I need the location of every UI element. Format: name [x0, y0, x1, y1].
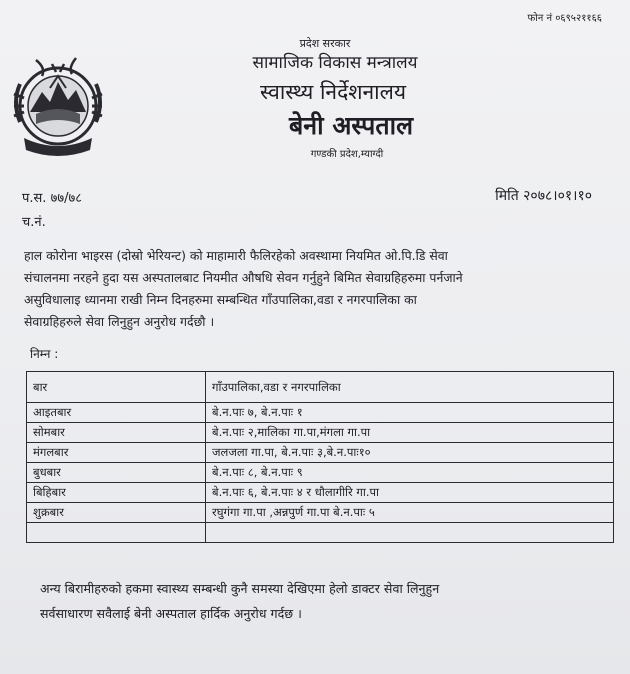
service-schedule-table	[26, 371, 614, 543]
phone-number: फोन नं ०६९५२११६६	[527, 13, 602, 24]
closing-line: सर्वसाधारण सवैलाई बेनी अस्पताल हार्दिक अनुरोध गर्दछ ।	[40, 606, 302, 621]
table-row	[27, 503, 614, 523]
area-cell	[206, 523, 614, 543]
directorate-name: स्वास्थ्य निर्देशनालय	[259, 80, 407, 104]
table-header-row	[27, 372, 614, 403]
area-cell: बे.न.पाः ६, बे.न.पाः ४ र धौलागीरि गा.पा	[206, 483, 614, 503]
day-cell: बुधबार	[27, 463, 206, 483]
letter-reference-number: प.स. ७७/७८	[22, 191, 82, 206]
table-row-empty	[27, 523, 614, 543]
area-cell: बे.न.पाः २,मालिका गा.पा,मंगला गा.पा	[206, 423, 614, 443]
paragraph-line: सेवाग्रहिहरुले सेवा लिनुहुन अनुरोध गर्दछौ ।	[24, 314, 215, 329]
letter-date: मिति २०७८।०१।१०	[495, 188, 592, 204]
table-row	[27, 423, 614, 443]
hospital-address: गण्डकी प्रदेश,म्याग्दी	[310, 149, 384, 160]
day-cell: सोमबार	[27, 423, 206, 443]
area-cell: रघुगंगा गा.पा ,अन्नपुर्ण गा.पा बे.न.पाः ५	[206, 503, 614, 523]
area-cell: जलजला गा.पा, बे.न.पाः ३,बे.न.पाः१०	[206, 443, 614, 463]
table-row	[27, 403, 614, 423]
province-government-label: प्रदेश सरकार	[299, 37, 351, 50]
day-cell: मंगलबार	[27, 443, 206, 463]
closing-paragraph	[40, 576, 620, 626]
header-day: बार	[27, 372, 206, 403]
area-cell: बे.न.पाः ७, बे.न.पाः १	[206, 403, 614, 423]
table-intro: निम्न :	[30, 347, 59, 361]
paragraph-line: हाल कोरोना भाइरस (दोस्रो भेरियन्ट) को माहामारी फैलिरहेको अवस्थामा नियमित ओ.पि.डि सेवा	[24, 248, 448, 263]
area-cell: बे.न.पाः ८, बे.न.पाः ९	[206, 463, 614, 483]
table-row	[27, 483, 614, 503]
ministry-name: सामाजिक विकास मन्त्रालय	[252, 53, 418, 73]
day-cell: शुक्रबार	[27, 503, 206, 523]
closing-line: अन्य बिरामीहरुको हकमा स्वास्थ्य सम्बन्धी कुनै समस्या देखिएमा हेलो डाक्टर सेवा लिनुहुन	[40, 581, 440, 596]
day-cell	[27, 523, 206, 543]
header-municipality: गाँउपालिका,वडा र नगरपालिका	[206, 372, 614, 403]
table-row	[27, 443, 614, 463]
dispatch-number: च.नं.	[22, 215, 46, 230]
notice-paragraph	[24, 245, 616, 333]
table-row	[27, 463, 614, 483]
hospital-name: बेनी अस्पताल	[288, 111, 414, 140]
day-cell: आइतबार	[27, 403, 206, 423]
paragraph-line: संचालनमा नरहने हुदा यस अस्पतालबाट नियमीत औषधि सेवन गर्नुहुने बिमित सेवाग्रहिहरुमा पर्नजाने	[24, 270, 463, 285]
day-cell: बिहिबार	[27, 483, 206, 503]
paragraph-line: असुविधालाइ ध्यानमा राखी निम्न दिनहरुमा सम्बन्धित गाँउपालिका,वडा र नगरपालिका का	[24, 292, 417, 307]
